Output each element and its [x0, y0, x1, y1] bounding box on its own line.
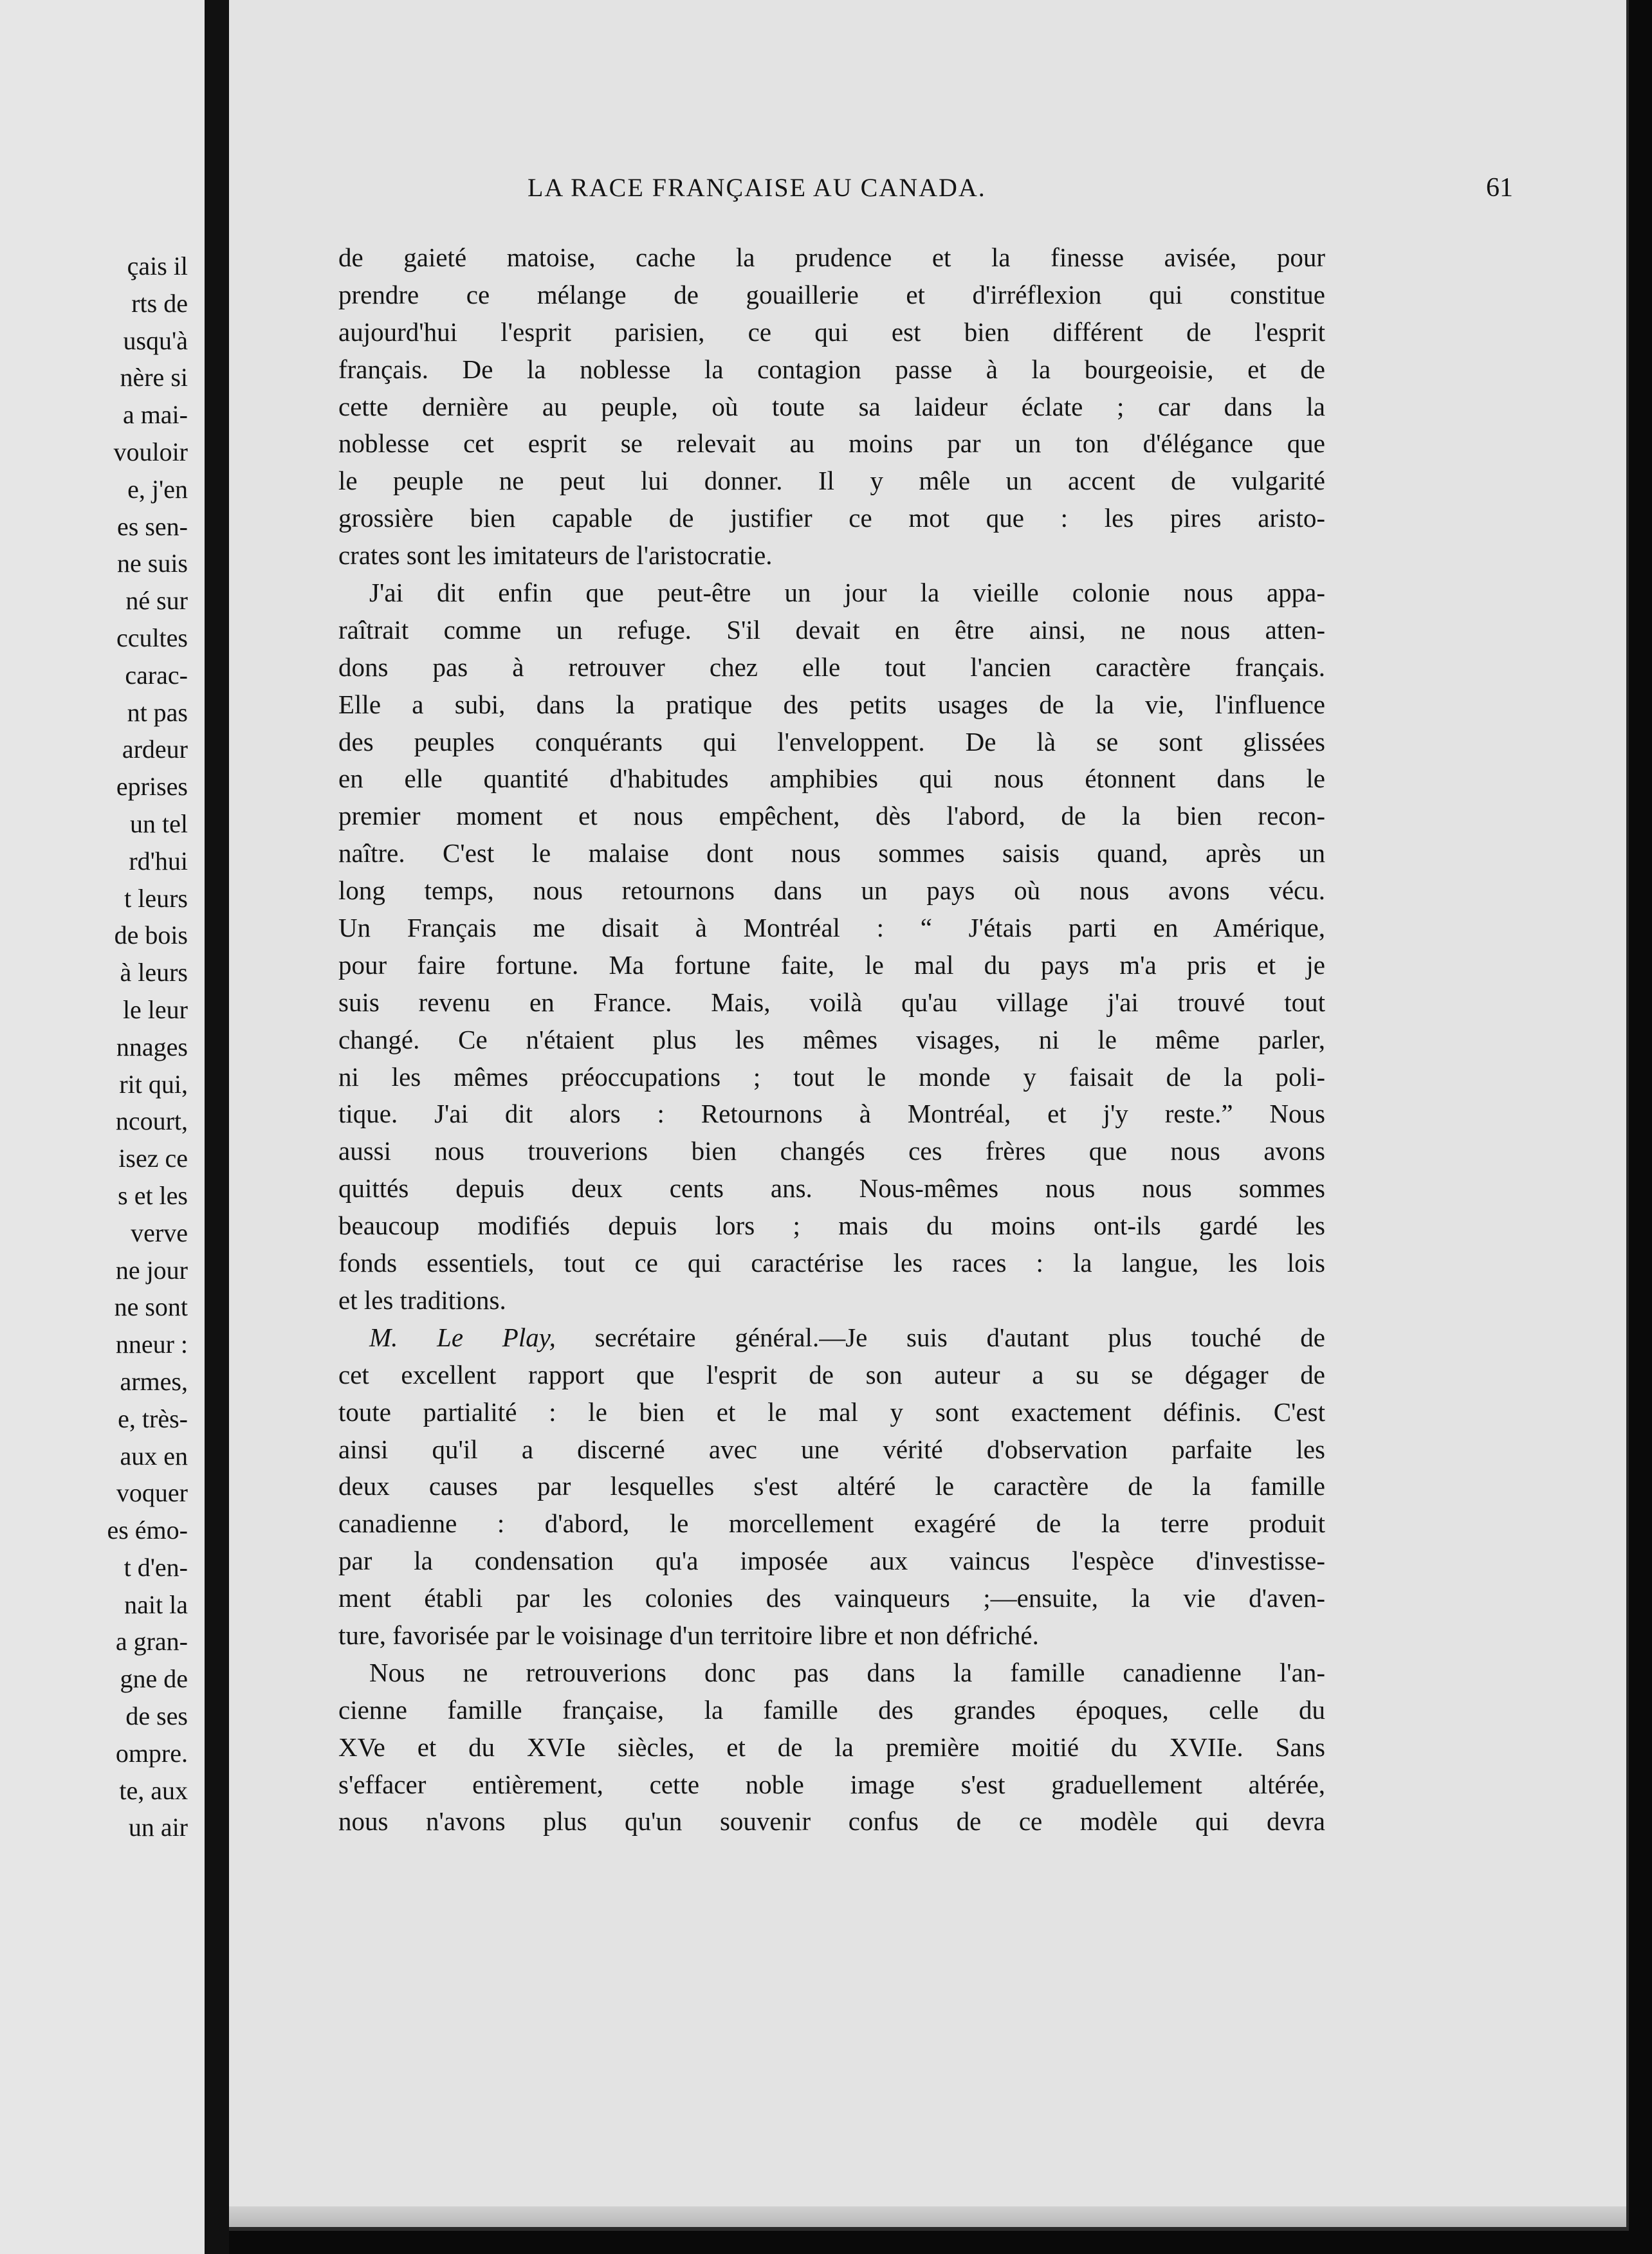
text-line: suis revenu en France. Mais, voilà qu'au village j'ai trouvé tout	[338, 987, 1325, 1017]
facing-line: nt pas	[127, 697, 188, 727]
text-line: s'effacer entièrement, cette noble image s'est graduellement altérée,	[338, 1769, 1325, 1799]
facing-line: t d'en-	[124, 1552, 188, 1582]
facing-line: isez ce	[118, 1144, 188, 1173]
facing-line: es émo-	[107, 1516, 188, 1545]
text-line: changé. Ce n'étaient plus les mêmes visages, ni le même parler,	[338, 1024, 1325, 1054]
facing-line: ne jour	[115, 1255, 188, 1285]
facing-line: usqu'à	[123, 325, 188, 355]
running-head	[528, 172, 1513, 205]
facing-line: ne suis	[117, 549, 188, 578]
paragraph	[338, 1319, 1325, 1654]
speaker-name: M. Le Play,	[369, 1322, 556, 1352]
page-number: 61	[1486, 173, 1513, 203]
text-line: des peuples conquérants qui l'enveloppent. De là se sont glissées	[338, 726, 1325, 756]
facing-line: le leur	[122, 994, 188, 1024]
text-line: ainsi qu'il a discerné avec une vérité d'observation parfaite les	[338, 1434, 1325, 1464]
text-line: de gaieté matoise, cache la prudence et la finesse avisée, pour	[338, 243, 1325, 272]
facing-line: armes,	[120, 1366, 188, 1396]
facing-line: nait la	[124, 1590, 188, 1619]
facing-line: de ses	[125, 1701, 188, 1731]
text-line: grossière bien capable de justifier ce mot que : les pires aristo-	[338, 503, 1325, 533]
text-line: naître. C'est le malaise dont nous sommes saisis quand, après un	[338, 838, 1325, 868]
facing-line: ardeur	[122, 735, 188, 764]
text-line: premier moment et nous empêchent, dès l'abord, de la bien recon-	[338, 801, 1325, 831]
facing-line: à leurs	[120, 958, 188, 987]
book-page	[229, 0, 1629, 2231]
facing-line: carac-	[125, 660, 188, 690]
facing-line: gne de	[120, 1664, 188, 1694]
facing-line: çais il	[127, 252, 188, 280]
facing-line: verve	[131, 1218, 188, 1247]
facing-line: a gran-	[115, 1627, 188, 1656]
text-line: prendre ce mélange de gouaillerie et d'irréflexion qui constitue	[338, 279, 1325, 309]
text-line: beaucoup modifiés depuis lors ; mais du moins ont-ils gardé les	[338, 1211, 1325, 1241]
text-line: fonds essentiels, tout ce qui caractérise les races : la langue, les lois	[338, 1248, 1325, 1278]
text-line: français. De la noblesse la contagion passe à la bourgeoisie, et de	[338, 354, 1325, 384]
facing-line: ncourt,	[115, 1106, 188, 1136]
text-line: cet excellent rapport que l'esprit de son auteur a su se dégager de	[338, 1359, 1325, 1389]
running-title: LA RACE FRANÇAISE AU CANADA.	[528, 173, 986, 202]
facing-line: rts de	[131, 288, 188, 318]
facing-line: s et les	[118, 1180, 188, 1210]
facing-line: t leurs	[124, 883, 188, 913]
page-gutter	[205, 0, 229, 2254]
text-line: cienne famille française, la famille des grandes époques, celle du	[338, 1694, 1325, 1725]
facing-line: rd'hui	[129, 846, 188, 875]
text-line: le peuple ne peut lui donner. Il y mêle un accent de vulgarité	[338, 466, 1325, 496]
paragraph	[338, 239, 1325, 574]
text-line: aujourd'hui l'esprit parisien, ce qui est bien différent de l'esprit	[338, 316, 1325, 347]
facing-line: aux en	[120, 1441, 188, 1471]
text-line: par la condensation qu'a imposée aux vaincus l'espèce d'investisse-	[338, 1546, 1325, 1576]
text-line: J'ai dit enfin que peut-être un jour la vieille colonie nous appa-	[369, 578, 1325, 608]
facing-line: ccultes	[116, 623, 188, 652]
facing-line: a mai-	[122, 400, 188, 430]
text-line: crates sont les imitateurs de l'aristocratie.	[338, 540, 773, 571]
paragraph	[338, 1654, 1325, 1840]
text-line: raîtrait comme un refuge. S'il devait en être ainsi, ne nous atten-	[338, 614, 1325, 645]
text-line: XVe et du XVIe siècles, et de la première moitié du XVIIe. Sans	[338, 1732, 1325, 1762]
facing-line: ompre.	[115, 1738, 188, 1768]
text-line: ni les mêmes préoccupations ; tout le monde y faisait de la poli-	[338, 1061, 1325, 1092]
facing-line: rit qui,	[119, 1069, 188, 1099]
text-line: pour faire fortune. Ma fortune faite, le mal du pays m'a pris et je	[338, 949, 1325, 980]
text-line: dons pas à retrouver chez elle tout l'ancien caractère français.	[338, 652, 1325, 682]
facing-line: nneur :	[115, 1330, 188, 1359]
text-line: toute partialité : le bien et le mal y sont exactement définis. C'est	[338, 1397, 1325, 1427]
text-line: deux causes par lesquelles s'est altéré le caractère de la famille	[338, 1471, 1325, 1501]
text-line	[338, 1319, 1325, 1357]
facing-line: e, j'en	[127, 474, 188, 504]
text-line: ture, favorisée par le voisinage d'un territoire libre et non défriché.	[338, 1620, 1039, 1650]
text-line: quittés depuis deux cents ans. Nous-mêmes nous nous sommes	[338, 1173, 1325, 1204]
text-line: nous n'avons plus qu'un souvenir confus de ce modèle qui devra	[338, 1806, 1325, 1837]
page-bottom-edge	[229, 2206, 1626, 2227]
facing-line: vouloir	[113, 437, 188, 466]
text-line: Un Français me disait à Montréal : “ J'étais parti en Amérique,	[338, 913, 1325, 943]
text-line: cette dernière au peuple, où toute sa laideur éclate ; car dans la	[338, 391, 1325, 421]
facing-line: de bois	[114, 921, 188, 950]
facing-line: te, aux	[119, 1775, 188, 1805]
facing-line: ne sont	[114, 1292, 188, 1322]
facing-line: e, très-	[118, 1404, 188, 1433]
text-line: noblesse cet esprit se relevait au moins par un ton d'élégance que	[338, 428, 1325, 459]
facing-line: eprises	[116, 772, 188, 802]
facing-page-text	[0, 248, 188, 1846]
facing-line: un air	[128, 1813, 188, 1842]
facing-line: né sur	[125, 586, 188, 616]
facing-line: voquer	[116, 1478, 188, 1508]
text-line: tique. J'ai dit alors : Retournons à Montréal, et j'y reste.” Nous	[338, 1099, 1325, 1129]
facing-line: nère si	[120, 363, 188, 392]
facing-page	[0, 0, 205, 2254]
body-text	[338, 239, 1325, 1840]
speaker-line-text: secrétaire général.—Je suis d'autant plus touché de	[555, 1322, 1325, 1352]
text-line: Nous ne retrouverions donc pas dans la famille canadienne l'an-	[369, 1657, 1325, 1687]
text-line: Elle a subi, dans la pratique des petits usages de la vie, l'influence	[338, 689, 1325, 719]
paragraph	[338, 574, 1325, 1319]
text-line: canadienne : d'abord, le morcellement exagéré de la terre produit	[338, 1508, 1325, 1539]
facing-line: un tel	[130, 809, 188, 838]
text-line: ment établi par les colonies des vainqueurs ;—ensuite, la vie d'aven-	[338, 1583, 1325, 1613]
text-line: long temps, nous retournons dans un pays où nous avons vécu.	[338, 875, 1325, 906]
text-line: aussi nous trouverions bien changés ces frères que nous avons	[338, 1136, 1325, 1166]
facing-line: nnages	[116, 1032, 188, 1061]
facing-line: es sen-	[117, 511, 188, 541]
text-line: en elle quantité d'habitudes amphibies qui nous étonnent dans le	[338, 764, 1325, 794]
text-line: et les traditions.	[338, 1285, 506, 1315]
